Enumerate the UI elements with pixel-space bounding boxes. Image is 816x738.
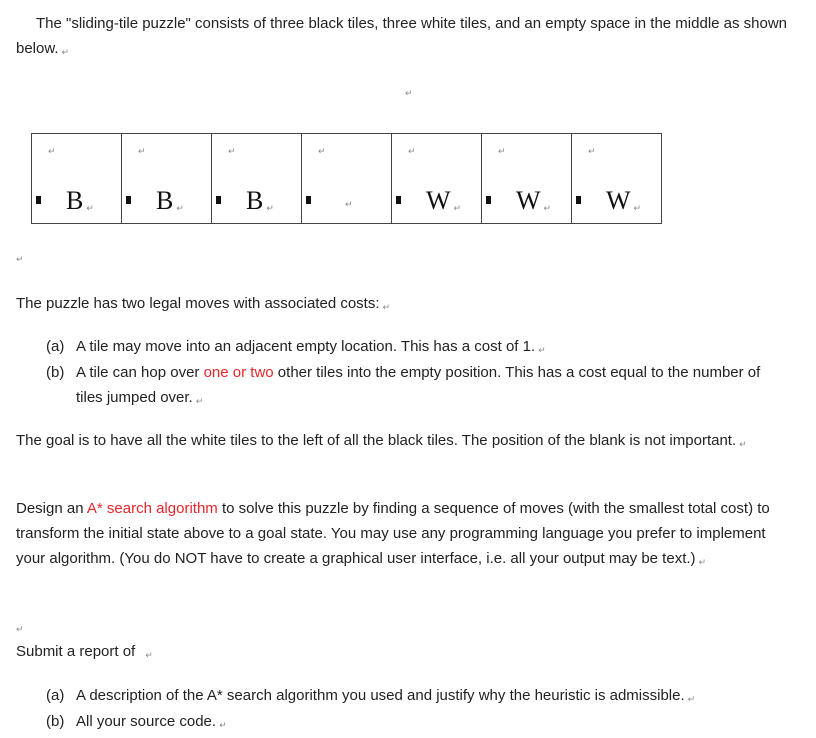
tile-label: W bbox=[516, 186, 541, 215]
list-label: (b) bbox=[46, 364, 65, 381]
paragraph-mark-icon: ↵ bbox=[633, 203, 642, 213]
tile-board bbox=[31, 133, 661, 224]
paragraph-mark-icon: ↵ bbox=[382, 302, 391, 312]
bullet-square-icon bbox=[396, 196, 401, 204]
list-label: (a) bbox=[46, 687, 65, 704]
design-text-after: to solve this puzzle by finding a sequence of moves (with the smallest total cost) to transform the initial state above to a goal state. You may use any programming language you prefer to implement your algorithm. (You do NOT have to create a graphical user interface, i.e. all your output may be text.) bbox=[16, 500, 770, 567]
paragraph-mark-icon: ↵ bbox=[687, 694, 696, 704]
highlight-text: one or two bbox=[203, 364, 274, 381]
paragraph-mark-icon: ↵ bbox=[405, 88, 413, 98]
list-label: (b) bbox=[46, 713, 65, 730]
paragraph-mark-icon: ↵ bbox=[345, 199, 353, 209]
paragraph-mark-icon: ↵ bbox=[86, 203, 94, 213]
paragraph-mark-icon: ↵ bbox=[543, 203, 552, 213]
goal-text: The goal is to have all the white tiles to the left of all the black tiles. The position of the blank is not important. bbox=[16, 432, 737, 449]
tile-empty bbox=[301, 133, 392, 224]
move-item-b bbox=[46, 360, 788, 414]
tile-label: B bbox=[66, 186, 84, 215]
tile-1 bbox=[31, 133, 122, 224]
submit-heading bbox=[16, 639, 788, 668]
paragraph-mark-icon: ↵ bbox=[145, 650, 153, 660]
tile-5 bbox=[391, 133, 482, 224]
tile-label: B bbox=[246, 186, 264, 215]
paragraph-mark-icon: ↵ bbox=[138, 146, 146, 156]
paragraph-mark-icon: ↵ bbox=[453, 203, 462, 213]
list-text-after: other tiles into the empty position. This has a cost equal to the number of tiles jumped over. bbox=[76, 364, 761, 406]
submit-item-a bbox=[46, 683, 788, 712]
move-item-a bbox=[46, 334, 788, 363]
tile-label: B bbox=[156, 186, 174, 215]
paragraph-mark-icon: ↵ bbox=[195, 396, 204, 406]
paragraph-mark-icon: ↵ bbox=[16, 254, 24, 264]
paragraph-mark-icon: ↵ bbox=[588, 146, 596, 156]
paragraph-mark-icon: ↵ bbox=[219, 720, 227, 730]
tile-2 bbox=[121, 133, 212, 224]
paragraph-mark-icon: ↵ bbox=[48, 146, 56, 156]
tile-3 bbox=[211, 133, 302, 224]
bullet-square-icon bbox=[126, 196, 131, 204]
tile-label: W bbox=[426, 186, 451, 215]
tile-label: W bbox=[606, 186, 631, 215]
paragraph-mark-icon: ↵ bbox=[318, 146, 326, 156]
bullet-square-icon bbox=[36, 196, 41, 204]
paragraph-mark-icon: ↵ bbox=[498, 146, 506, 156]
moves-heading-text: The puzzle has two legal moves with associated costs: bbox=[16, 295, 380, 312]
paragraph-mark-icon: ↵ bbox=[176, 203, 184, 213]
list-label: (a) bbox=[46, 338, 65, 355]
submit-heading-text: Submit a report of bbox=[16, 643, 136, 660]
list-text: All your source code. bbox=[76, 713, 217, 730]
design-text-before: Design an bbox=[16, 500, 87, 517]
goal-paragraph bbox=[16, 428, 788, 457]
tile-7 bbox=[571, 133, 662, 224]
paragraph-mark-icon: ↵ bbox=[16, 624, 24, 634]
design-paragraph bbox=[16, 496, 788, 575]
paragraph-mark-icon: ↵ bbox=[61, 47, 70, 57]
intro-paragraph bbox=[16, 11, 788, 65]
paragraph-mark-icon: ↵ bbox=[408, 146, 416, 156]
list-text: A tile may move into an adjacent empty location. This has a cost of 1. bbox=[76, 338, 536, 355]
highlight-text: A* search algorithm bbox=[86, 500, 218, 517]
bullet-square-icon bbox=[216, 196, 221, 204]
list-text-before: A tile can hop over bbox=[76, 364, 204, 381]
bullet-square-icon bbox=[486, 196, 491, 204]
bullet-square-icon bbox=[576, 196, 581, 204]
list-text: A description of the A* search algorithm you used and justify why the heuristic is admissible. bbox=[76, 687, 685, 704]
paragraph-mark-icon: ↵ bbox=[538, 345, 546, 355]
moves-heading bbox=[16, 291, 788, 320]
tile-6 bbox=[481, 133, 572, 224]
paragraph-mark-icon: ↵ bbox=[228, 146, 236, 156]
bullet-square-icon bbox=[306, 196, 311, 204]
paragraph-mark-icon: ↵ bbox=[698, 557, 707, 567]
paragraph-mark-icon: ↵ bbox=[266, 203, 274, 213]
paragraph-mark-icon: ↵ bbox=[739, 439, 747, 449]
intro-text: The "sliding-tile puzzle" consists of three black tiles, three white tiles, and an empty space in the middle as shown below. bbox=[16, 15, 788, 57]
